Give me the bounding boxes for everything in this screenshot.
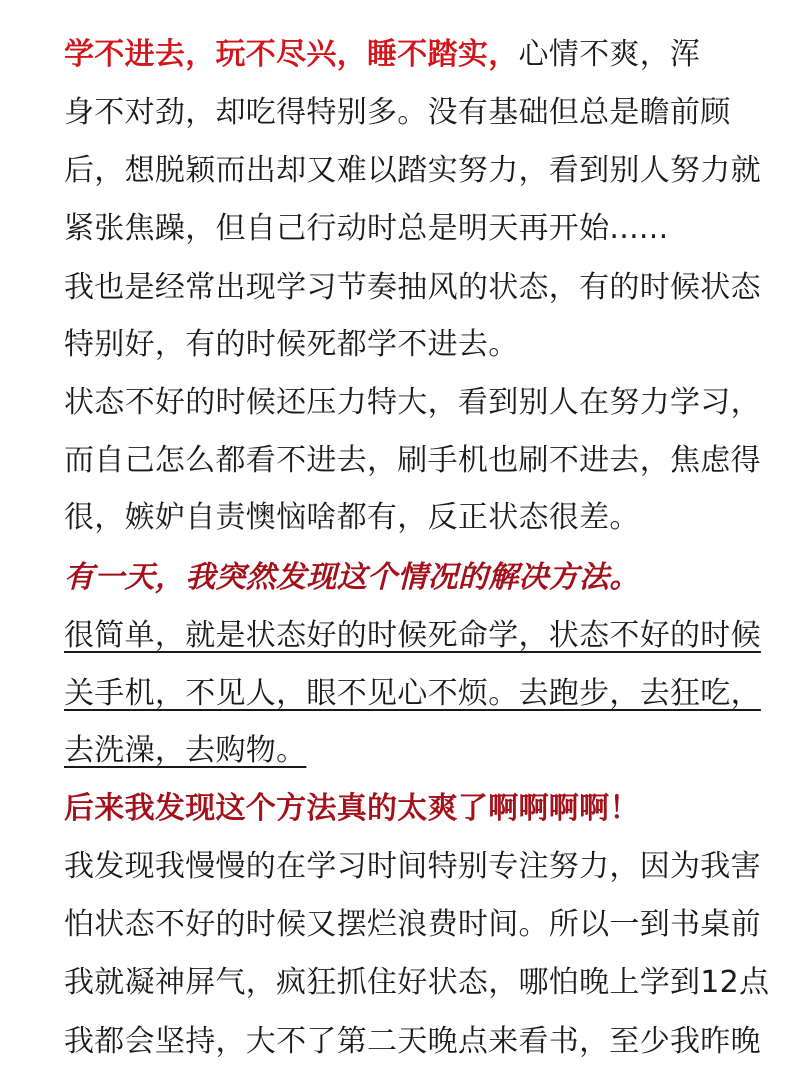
- body-line: 特别好，有的时候死都学不进去。: [64, 327, 519, 362]
- section-heading: 有一天，我突然发现这个情况的解决方法。: [64, 560, 640, 595]
- body-line: 状态不好的时候还压力特大，看到别人在努力学习，: [64, 385, 761, 420]
- underlined-line: 很简单，就是状态好的时候死命学，状态不好的时候: [64, 618, 761, 653]
- body-line: 我就凝神屏气，疯狂抓住好状态，哪怕晚上学到12点: [64, 965, 770, 1000]
- underlined-line: 去洗澡，去购物。: [64, 733, 307, 768]
- body-line: 紧张焦躁，但自己行动时总是明天再开始......: [64, 211, 669, 246]
- highlight-text: 学不进去，玩不尽兴，睡不踏实，: [64, 37, 519, 72]
- body-line: 后，想脱颖而出却又难以踏实努力，看到别人努力就: [64, 153, 761, 188]
- body-line: 很，嫉妒自责懊恼啥都有，反正状态很差。: [64, 500, 640, 535]
- body-line: 我都会坚持，大不了第二天晚点来看书，至少我昨晚: [64, 1024, 761, 1059]
- intro-line: [64, 35, 700, 75]
- body-line: 我也是经常出现学习节奏抽风的状态，有的时候状态: [64, 270, 761, 305]
- body-line: 我发现我慢慢的在学习时间特别专注努力，因为我害: [64, 849, 761, 884]
- body-line: 怕状态不好的时候又摆烂浪费时间。所以一到书桌前: [64, 907, 761, 942]
- body-text: 心情不爽，浑: [518, 37, 701, 72]
- section-heading: 后来我发现这个方法真的太爽了啊啊啊啊！: [64, 791, 640, 826]
- underlined-line: 关手机，不见人，眼不见心不烦。去跑步，去狂吃，: [64, 676, 761, 711]
- body-line: 身不对劲，却吃得特别多。没有基础但总是瞻前顾: [64, 95, 731, 130]
- body-line: 而自己怎么都看不进去，刷手机也刷不进去，焦虑得: [64, 443, 761, 478]
